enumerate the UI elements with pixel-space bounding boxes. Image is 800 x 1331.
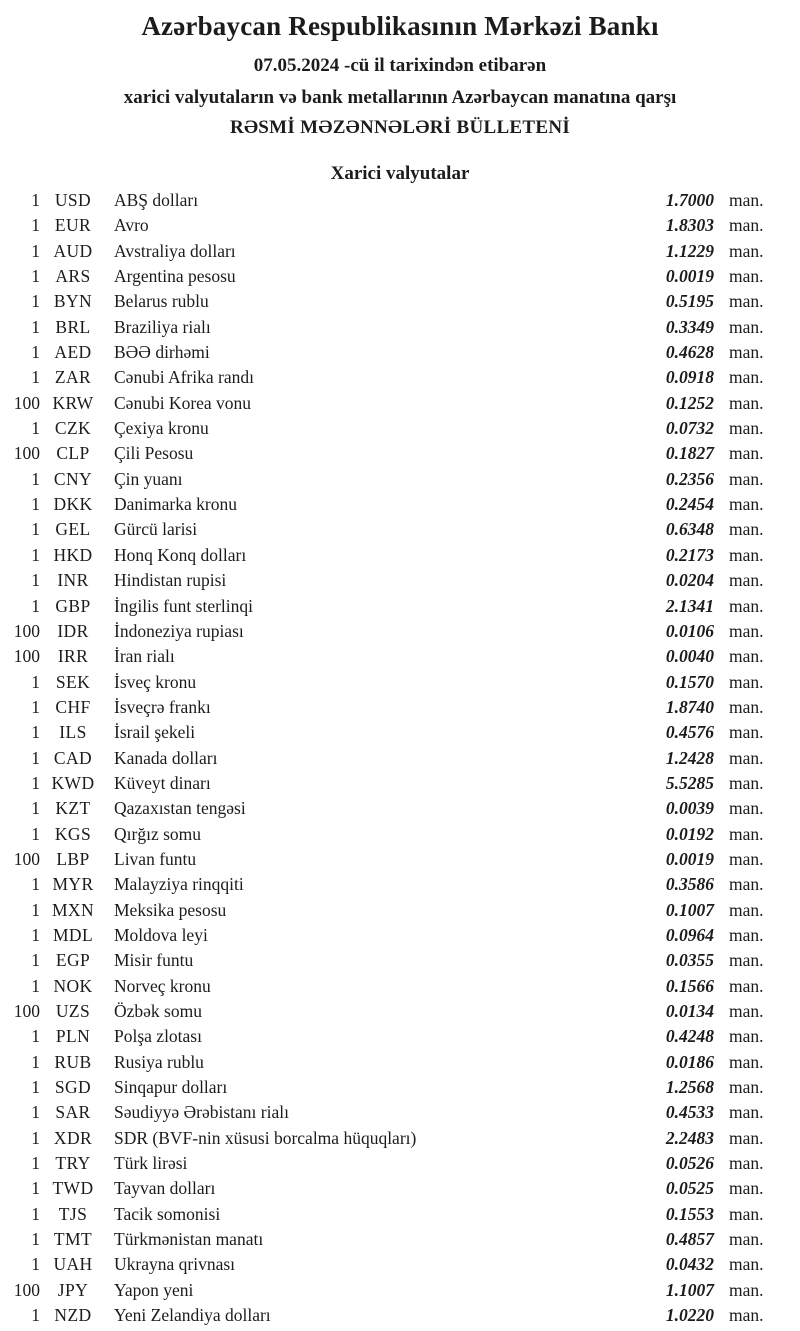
currency-row — [0, 771, 800, 796]
currency-code: USD — [54, 190, 92, 210]
currency-code: KZT — [55, 798, 91, 819]
currency-row — [0, 1126, 800, 1151]
currency-rate: 0.0964 — [665, 924, 714, 945]
currency-rate: 0.2173 — [665, 544, 714, 565]
currency-unit: man. — [729, 240, 764, 261]
currency-row — [0, 188, 800, 213]
currency-row — [0, 1303, 800, 1328]
currency-code: AUD — [53, 240, 93, 261]
currency-row — [0, 239, 800, 264]
currency-name: Qırğız somu — [114, 823, 202, 844]
currency-name: Livan funtu — [114, 848, 197, 869]
currency-unit: man. — [729, 1001, 764, 1021]
currency-rate: 0.0019 — [665, 266, 714, 287]
currency-name: Misir funtu — [114, 950, 194, 971]
currency-unit: man. — [729, 646, 764, 667]
currency-name: Meksika pesosu — [114, 899, 227, 920]
currency-rate: 0.1570 — [665, 671, 714, 692]
currency-rate: 0.3349 — [665, 316, 714, 337]
currency-unit: man. — [729, 544, 764, 565]
currency-rate: 1.2568 — [665, 1077, 714, 1098]
currency-row — [0, 872, 800, 897]
currency-qty: 1 — [31, 342, 40, 363]
currency-unit: man. — [729, 215, 764, 236]
currency-rate: 0.1566 — [665, 975, 714, 996]
currency-unit: man. — [729, 975, 764, 996]
currency-code: EUR — [54, 215, 92, 236]
currency-unit: man. — [729, 1178, 764, 1199]
currency-row — [0, 517, 800, 542]
currency-qty: 1 — [31, 722, 40, 743]
currency-qty: 1 — [31, 696, 40, 717]
currency-row — [0, 695, 800, 720]
currency-name: Cənubi Korea vonu — [114, 392, 252, 413]
currency-code: UZS — [55, 1001, 91, 1021]
currency-unit: man. — [729, 1203, 764, 1224]
currency-name: Özbək somu — [114, 1001, 202, 1021]
currency-name: Çili Pesosu — [114, 443, 194, 464]
currency-qty: 1 — [31, 240, 40, 261]
currency-qty: 1 — [31, 772, 40, 793]
currency-row — [0, 1024, 800, 1049]
currency-name: Yeni Zelandiya dolları — [114, 1305, 271, 1326]
currency-name: Yapon yeni — [114, 1279, 194, 1300]
currency-row — [0, 1151, 800, 1176]
currency-name: İran rialı — [114, 646, 175, 667]
currency-unit: man. — [729, 747, 764, 768]
currency-qty: 1 — [31, 291, 40, 312]
currency-name: Moldova leyi — [114, 924, 208, 945]
currency-unit: man. — [729, 570, 764, 591]
currency-rate: 0.0204 — [665, 570, 714, 591]
currency-rate: 0.0106 — [665, 620, 714, 641]
currency-row — [0, 923, 800, 948]
currency-name: Hindistan rupisi — [114, 570, 227, 591]
currency-code: TJS — [58, 1203, 88, 1224]
currency-qty: 1 — [31, 215, 40, 236]
currency-qty: 1 — [31, 570, 40, 591]
currency-code: MXN — [51, 899, 95, 920]
currency-row — [0, 1100, 800, 1125]
currency-code: CAD — [53, 747, 93, 768]
currency-name: Ukrayna qrivnası — [114, 1254, 236, 1275]
currency-qty: 1 — [31, 747, 40, 768]
currency-code: IDR — [57, 620, 89, 641]
currency-row — [0, 898, 800, 923]
currency-rate: 2.2483 — [665, 1127, 714, 1148]
currency-row — [0, 746, 800, 771]
currency-qty: 1 — [31, 950, 40, 971]
currency-rate: 0.4857 — [665, 1229, 714, 1250]
currency-name: Tayvan dolları — [114, 1178, 216, 1199]
currency-name: Danimarka kronu — [114, 494, 237, 515]
currency-rates-table — [0, 188, 800, 1328]
currency-name: Avstraliya dolları — [114, 240, 236, 261]
currency-qty: 1 — [31, 1102, 40, 1123]
currency-rate: 0.0918 — [665, 367, 714, 388]
currency-rate: 0.0355 — [665, 950, 714, 971]
currency-code: RUB — [54, 1051, 92, 1072]
currency-qty: 100 — [13, 620, 40, 641]
currency-rate: 1.2428 — [665, 747, 714, 768]
currency-unit: man. — [729, 1127, 764, 1148]
currency-unit: man. — [729, 468, 764, 489]
currency-qty: 1 — [31, 1305, 40, 1326]
currency-name: Norveç kronu — [114, 975, 211, 996]
currency-row — [0, 568, 800, 593]
currency-qty: 1 — [31, 595, 40, 616]
currency-code: AED — [54, 342, 92, 363]
currency-unit: man. — [729, 722, 764, 743]
currency-row — [0, 670, 800, 695]
currency-qty: 1 — [31, 418, 40, 439]
currency-code: SGD — [54, 1077, 92, 1098]
currency-unit: man. — [729, 924, 764, 945]
currency-unit: man. — [729, 519, 764, 540]
currency-qty: 100 — [13, 443, 40, 464]
currency-unit: man. — [729, 1305, 764, 1326]
currency-name: Kanada dolları — [114, 747, 218, 768]
currency-row — [0, 999, 800, 1024]
currency-code: KGS — [54, 823, 92, 844]
currency-qty: 100 — [13, 392, 40, 413]
currency-code: MYR — [52, 874, 94, 895]
currency-name: Rusiya rublu — [114, 1051, 204, 1072]
currency-code: CHF — [55, 696, 91, 717]
currency-row — [0, 315, 800, 340]
currency-code: BYN — [53, 291, 93, 312]
currency-unit: man. — [729, 1077, 764, 1098]
currency-row — [0, 1252, 800, 1277]
currency-name: Braziliya rialı — [114, 316, 211, 337]
effective-date-line: 07.05.2024 -cü il tarixindən etibarən — [253, 55, 547, 76]
currency-rate: 1.0220 — [665, 1305, 714, 1326]
currency-name: Avro — [114, 215, 149, 236]
currency-name: Malayziya rinqqiti — [114, 874, 244, 895]
currency-code: EGP — [55, 950, 91, 971]
currency-code: XDR — [53, 1127, 93, 1148]
currency-row — [0, 1278, 800, 1303]
currency-qty: 1 — [31, 190, 40, 210]
currency-qty: 1 — [31, 1077, 40, 1098]
currency-rate: 0.0526 — [665, 1153, 714, 1174]
currency-rate: 5.5285 — [665, 772, 714, 793]
currency-qty: 1 — [31, 468, 40, 489]
currency-unit: man. — [729, 1153, 764, 1174]
currency-row — [0, 720, 800, 745]
currency-name: Sinqapur dolları — [114, 1077, 228, 1098]
currency-row — [0, 213, 800, 238]
currency-unit: man. — [729, 1051, 764, 1072]
currency-row — [0, 365, 800, 390]
currency-code: KRW — [52, 392, 94, 413]
currency-rate: 0.0019 — [665, 848, 714, 869]
currency-qty: 1 — [31, 1229, 40, 1250]
currency-row — [0, 264, 800, 289]
currency-qty: 100 — [13, 646, 40, 667]
currency-rate: 0.4248 — [665, 1026, 714, 1047]
currency-code: CLP — [56, 443, 90, 464]
currency-code: IRR — [57, 646, 89, 667]
currency-code: ILS — [59, 722, 87, 743]
currency-name: İsveçrə frankı — [114, 696, 211, 717]
currency-rate: 0.2454 — [665, 494, 714, 515]
currency-code: MDL — [52, 924, 94, 945]
currency-row — [0, 467, 800, 492]
currency-rate: 1.1007 — [665, 1279, 714, 1300]
currency-code: NOK — [53, 975, 93, 996]
currency-unit: man. — [729, 848, 764, 869]
currency-qty: 1 — [31, 1026, 40, 1047]
currency-rate: 0.0186 — [665, 1051, 714, 1072]
currency-row — [0, 948, 800, 973]
bank-name-title: Azərbaycan Respublikasının Mərkəzi Bankı — [141, 11, 659, 41]
currency-unit: man. — [729, 874, 764, 895]
currency-rate: 0.0192 — [665, 823, 714, 844]
currency-code: LBP — [56, 848, 90, 869]
currency-name: İsrail şekeli — [114, 722, 196, 743]
currency-rate: 0.4533 — [665, 1102, 714, 1123]
currency-unit: man. — [729, 418, 764, 439]
currency-code: ZAR — [54, 367, 92, 388]
currency-qty: 1 — [31, 494, 40, 515]
currency-name: İngilis funt sterlinqi — [114, 595, 254, 616]
currency-unit: man. — [729, 494, 764, 515]
currency-rate: 2.1341 — [665, 595, 714, 616]
currency-name: Səudiyyə Ərəbistanı rialı — [114, 1102, 289, 1123]
currency-unit: man. — [729, 823, 764, 844]
currency-unit: man. — [729, 1229, 764, 1250]
currency-row — [0, 619, 800, 644]
currency-row — [0, 847, 800, 872]
currency-name: SDR (BVF-nin xüsusi borcalma hüquqları) — [114, 1127, 417, 1148]
currency-code: CNY — [53, 468, 93, 489]
currency-rate: 0.1007 — [665, 899, 714, 920]
currency-rate: 0.0525 — [665, 1178, 714, 1199]
currency-name: Qazaxıstan tengəsi — [114, 798, 246, 819]
currency-rate: 0.4576 — [665, 722, 714, 743]
currency-rate: 0.1252 — [665, 392, 714, 413]
currency-row — [0, 644, 800, 669]
currency-row — [0, 492, 800, 517]
currency-rate: 1.1229 — [665, 240, 714, 261]
currency-unit: man. — [729, 367, 764, 388]
currency-unit: man. — [729, 772, 764, 793]
currency-unit: man. — [729, 342, 764, 363]
currency-code: PLN — [55, 1026, 91, 1047]
currency-unit: man. — [729, 696, 764, 717]
currency-rate: 0.0732 — [665, 418, 714, 439]
currency-name: Türkmənistan manatı — [114, 1229, 264, 1250]
currency-name: Gürcü larisi — [114, 519, 198, 540]
currency-qty: 1 — [31, 924, 40, 945]
currency-row — [0, 441, 800, 466]
section-title-foreign-currencies: Xarici valyutalar — [330, 163, 470, 184]
document-header — [0, 10, 800, 140]
currency-code: GBP — [55, 595, 91, 616]
currency-qty: 100 — [13, 1279, 40, 1300]
currency-row — [0, 1050, 800, 1075]
currency-code: JPY — [57, 1279, 89, 1300]
currency-code: TMT — [53, 1229, 93, 1250]
currency-code: BRL — [55, 316, 91, 337]
currency-unit: man. — [729, 266, 764, 287]
currency-qty: 1 — [31, 1203, 40, 1224]
currency-row — [0, 822, 800, 847]
currency-qty: 1 — [31, 1127, 40, 1148]
currency-code: NZD — [54, 1305, 92, 1326]
currency-code: SAR — [55, 1102, 91, 1123]
currency-code: ARS — [55, 266, 91, 287]
currency-qty: 1 — [31, 367, 40, 388]
currency-code: HKD — [53, 544, 93, 565]
currency-row — [0, 594, 800, 619]
currency-unit: man. — [729, 620, 764, 641]
currency-unit: man. — [729, 443, 764, 464]
currency-qty: 1 — [31, 874, 40, 895]
currency-row — [0, 1075, 800, 1100]
currency-rate: 1.7000 — [665, 190, 714, 210]
currency-name: Tacik somonisi — [114, 1203, 221, 1224]
currency-row — [0, 416, 800, 441]
currency-qty: 1 — [31, 316, 40, 337]
currency-name: ABŞ dolları — [114, 190, 199, 210]
currency-name: Çin yuanı — [114, 468, 183, 489]
currency-qty: 1 — [31, 1153, 40, 1174]
currency-unit: man. — [729, 798, 764, 819]
currency-code: DKK — [53, 494, 93, 515]
currency-row — [0, 1202, 800, 1227]
currency-row — [0, 391, 800, 416]
currency-rate: 0.0040 — [665, 646, 714, 667]
currency-code: UAH — [53, 1254, 93, 1275]
currency-qty: 1 — [31, 823, 40, 844]
currency-name: İsveç kronu — [114, 671, 197, 692]
currency-qty: 1 — [31, 671, 40, 692]
currency-qty: 1 — [31, 975, 40, 996]
currency-name: Cənubi Afrika randı — [114, 367, 254, 388]
currency-qty: 100 — [13, 1001, 40, 1021]
subject-line: xarici valyutaların və bank metallarının Azərbaycan manatına qarşı — [123, 87, 677, 108]
currency-row — [0, 1227, 800, 1252]
currency-unit: man. — [729, 595, 764, 616]
currency-unit: man. — [729, 291, 764, 312]
currency-code: CZK — [54, 418, 92, 439]
currency-qty: 1 — [31, 519, 40, 540]
currency-unit: man. — [729, 950, 764, 971]
currency-name: Honq Konq dolları — [114, 544, 247, 565]
currency-unit: man. — [729, 899, 764, 920]
currency-qty: 1 — [31, 266, 40, 287]
currency-rate: 0.0134 — [665, 1001, 714, 1021]
currency-code: TRY — [55, 1153, 91, 1174]
currency-name: Polşa zlotası — [114, 1026, 202, 1047]
currency-unit: man. — [729, 316, 764, 337]
currency-name: Küveyt dinarı — [114, 772, 211, 793]
currency-qty: 1 — [31, 544, 40, 565]
currency-unit: man. — [729, 392, 764, 413]
currency-unit: man. — [729, 1279, 764, 1300]
currency-unit: man. — [729, 1102, 764, 1123]
currency-rate: 0.5195 — [665, 291, 714, 312]
currency-code: KWD — [51, 772, 95, 793]
currency-rate: 0.2356 — [665, 468, 714, 489]
currency-qty: 1 — [31, 1051, 40, 1072]
currency-qty: 100 — [13, 848, 40, 869]
currency-rate: 0.0039 — [665, 798, 714, 819]
currency-row — [0, 543, 800, 568]
currency-qty: 1 — [31, 1254, 40, 1275]
currency-unit: man. — [729, 1254, 764, 1275]
currency-row — [0, 289, 800, 314]
currency-code: GEL — [55, 519, 91, 540]
currency-rate: 0.6348 — [665, 519, 714, 540]
currency-unit: man. — [729, 1026, 764, 1047]
currency-unit: man. — [729, 190, 764, 210]
currency-qty: 1 — [31, 798, 40, 819]
currency-name: Çexiya kronu — [114, 418, 209, 439]
bulletin-title: RƏSMİ MƏZƏNNƏLƏRİ BÜLLETENİ — [229, 117, 571, 138]
currency-row — [0, 974, 800, 999]
currency-code: SEK — [55, 671, 91, 692]
currency-rate: 0.4628 — [665, 342, 714, 363]
currency-code: INR — [57, 570, 89, 591]
currency-name: Argentina pesosu — [114, 266, 236, 287]
currency-row — [0, 1176, 800, 1201]
currency-unit: man. — [729, 671, 764, 692]
currency-qty: 1 — [31, 899, 40, 920]
currency-name: Belarus rublu — [114, 291, 209, 312]
currency-rate: 0.1827 — [665, 443, 714, 464]
currency-rate: 0.0432 — [665, 1254, 714, 1275]
currency-rate: 1.8740 — [665, 696, 714, 717]
currency-row — [0, 796, 800, 821]
currency-code: TWD — [52, 1178, 94, 1199]
currency-rate: 0.1553 — [665, 1203, 714, 1224]
currency-rate: 1.8303 — [665, 215, 714, 236]
currency-name: Türk lirəsi — [114, 1153, 188, 1174]
currency-name: BƏƏ dirhəmi — [114, 342, 210, 363]
currency-name: İndoneziya rupiası — [114, 620, 244, 641]
currency-qty: 1 — [31, 1178, 40, 1199]
currency-row — [0, 340, 800, 365]
currency-rate: 0.3586 — [665, 874, 714, 895]
